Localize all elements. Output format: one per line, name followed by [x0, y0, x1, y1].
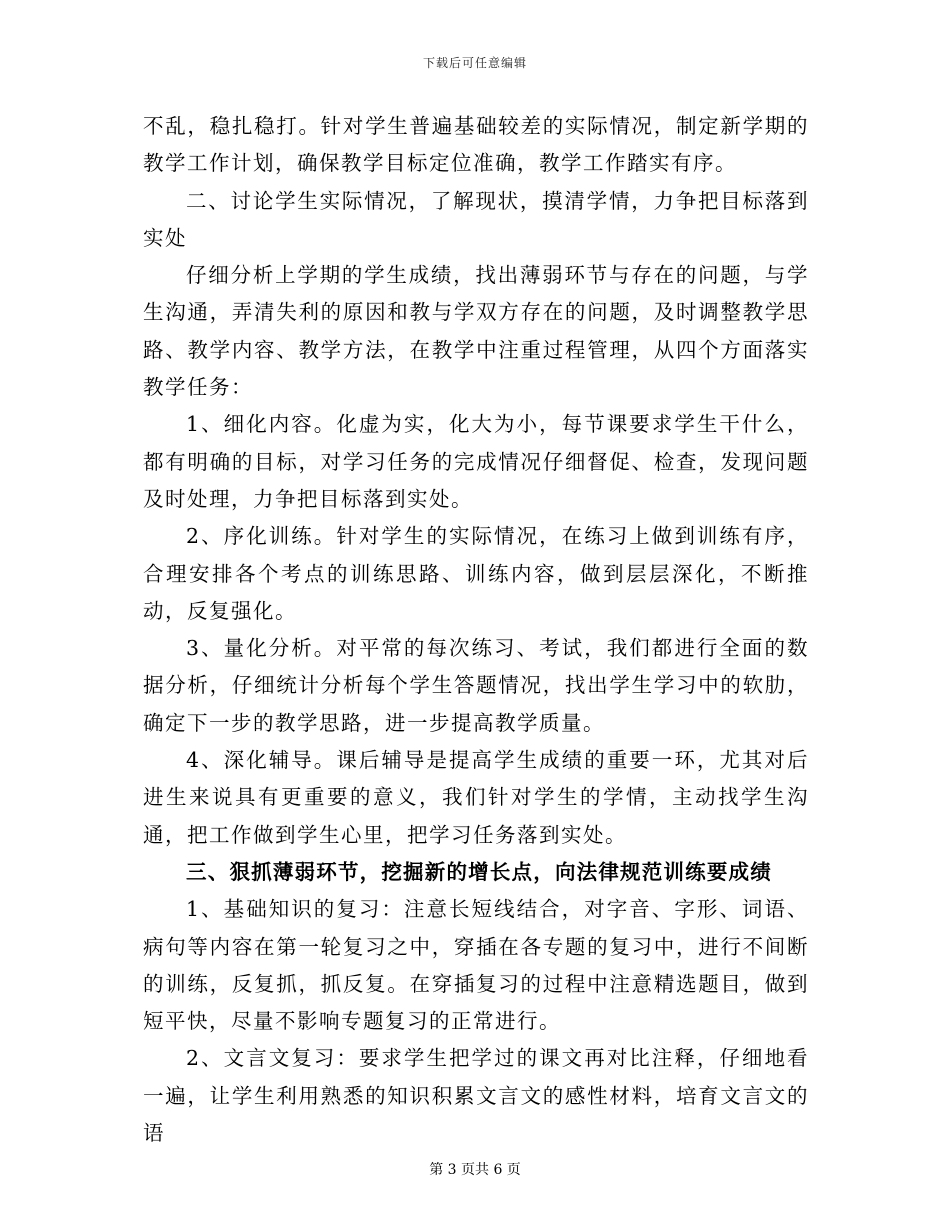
paragraph-continuation: 不乱，稳扎稳打。针对学生普遍基础较差的实际情况，制定新学期的教学工作计划，确保教学目标定位准确，教学工作踏实有序。	[143, 114, 809, 176]
section-heading-three: 三、狠抓薄弱环节，挖掘新的增长点，向法律规范训练要成绩	[186, 859, 772, 884]
document-body	[143, 108, 809, 1152]
page-header-note: 下载后可任意编辑	[422, 56, 527, 70]
list-item-basic-knowledge-review: 1、基础知识的复习：注意长短线结合，对字音、字形、词语、病句等内容在第一轮复习之中，穿插在各专题的复习中，进行不间断的训练，反复抓，抓反复。在穿插复习的过程中注意精选题目，做到短平快，尽量不影响专题复习的正常进行。	[143, 897, 809, 1034]
paragraph-analysis: 仔细分析上学期的学生成绩，找出薄弱环节与存在的问题，与学生沟通，弄清失利的原因和教与学双方存在的问题，及时调整教学思路、教学内容、教学方法，在教学中注重过程管理，从四个方面落实教学任务：	[143, 263, 809, 400]
list-item-deepen-tutoring: 4、深化辅导。课后辅导是提高学生成绩的重要一环，尤其对后进生来说具有更重要的意义，我们针对学生的学情，主动找学生沟通，把工作做到学生心里，把学习任务落到实处。	[143, 748, 809, 847]
page-number-footer: 第 3 页共 6 页	[429, 1162, 521, 1178]
list-item-quantitative-analysis: 3、量化分析。对平常的每次练习、考试，我们都进行全面的数据分析，仔细统计分析每个学生答题情况，找出学生学习中的软肋，确定下一步的教学思路，进一步提高教学质量。	[143, 636, 809, 735]
list-item-ordered-training: 2、序化训练。针对学生的实际情况，在练习上做到训练有序，合理安排各个考点的训练思路、训练内容，做到层层深化，不断推动，反复强化。	[143, 524, 809, 623]
list-item-refine-content: 1、细化内容。化虚为实，化大为小，每节课要求学生干什么，都有明确的目标，对学习任务的完成情况仔细督促、检查，发现问题及时处理，力争把目标落到实处。	[143, 412, 809, 511]
list-item-classical-chinese-review: 2、文言文复习：要求学生把学过的课文再对比注释，仔细地看一遍，让学生利用熟悉的知识积累文言文的感性材料，培育文言文的语	[143, 1046, 809, 1146]
section-heading-two: 二、讨论学生实际情况，了解现状，摸清学情，力争把目标落到实处	[143, 188, 809, 250]
